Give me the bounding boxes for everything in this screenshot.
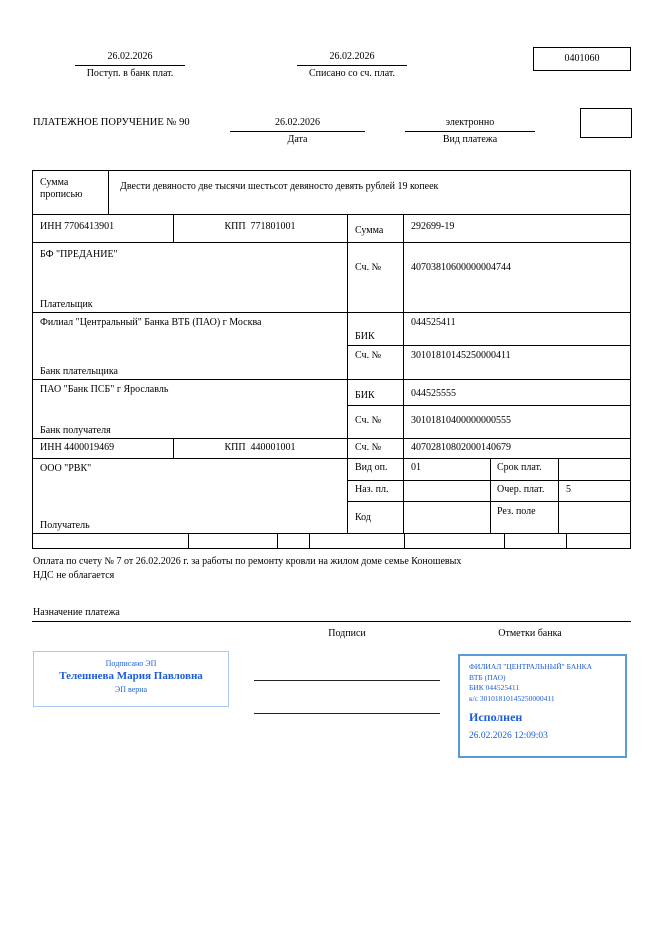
signature-stamp xyxy=(33,651,229,707)
table-border xyxy=(309,533,310,548)
table-border xyxy=(630,170,631,548)
bank-stamp-bank-line1: ФИЛИАЛ "ЦЕНТРАЛЬНЫЙ" БАНКА xyxy=(469,662,593,671)
sum-label: Сумма xyxy=(355,225,384,236)
signatures-header: Подписи xyxy=(328,628,366,639)
payee-bank-label: Банк получателя xyxy=(40,425,111,436)
payer-inn: ИНН 7706413901 xyxy=(40,221,115,232)
table-border xyxy=(108,170,109,214)
payee-bank-name: ПАО "Банк ПСБ" г Ярославль xyxy=(40,384,169,395)
payee-account: 40702810802000140679 xyxy=(411,442,511,453)
payment-kind-label: Вид платежа xyxy=(442,134,498,145)
bank-stamp-status: Исполнен xyxy=(469,710,523,724)
doc-date-underline xyxy=(230,131,365,132)
table-border xyxy=(347,405,631,406)
purpose-line2: НДС не облагается xyxy=(33,570,115,581)
payer-name: БФ "ПРЕДАНИЕ" xyxy=(40,249,118,260)
signature-stamp-name: Телешнева Мария Павловна xyxy=(59,670,203,682)
purpose-underline xyxy=(32,621,631,622)
code-label: Код xyxy=(355,512,371,523)
payment-kind: электронно xyxy=(445,117,495,128)
debited-date: 26.02.2026 xyxy=(329,51,375,62)
payer-bank-bik-label: БИК xyxy=(355,331,375,342)
payee-inn: ИНН 4400019469 xyxy=(40,442,115,453)
table-border xyxy=(32,458,631,459)
doc-date: 26.02.2026 xyxy=(275,117,320,128)
form-code: 0401060 xyxy=(564,53,600,64)
bank-stamp xyxy=(458,654,627,758)
debited-date-label: Списано со сч. плат. xyxy=(308,68,396,79)
payer-bank-account: 30101810145250000411 xyxy=(411,350,511,361)
payer-bank-bik: 044525411 xyxy=(411,317,456,328)
table-border xyxy=(32,242,631,243)
payment-kind-underline xyxy=(405,131,535,132)
table-border xyxy=(32,312,631,313)
table-border xyxy=(32,548,631,549)
form-code-box xyxy=(533,47,631,71)
table-border xyxy=(558,458,559,533)
signature-stamp-line3: ЭП верна xyxy=(114,685,148,694)
table-border xyxy=(347,480,631,481)
payer-kpp: КПП 771801001 xyxy=(224,221,296,232)
payer-bank-name: Филиал "Центральный" Банка ВТБ (ПАО) г Москва xyxy=(40,317,262,328)
bank-stamp-corr-account: к/с 30101810145250000411 xyxy=(469,693,555,703)
bank-marks-header: Отметки банка xyxy=(498,628,562,639)
payer-account-label: Сч. № xyxy=(355,262,382,273)
reserve-field-label: Рез. поле xyxy=(497,506,536,517)
table-border xyxy=(32,533,631,534)
received-date-underline xyxy=(75,65,185,66)
amount-words-label: Сумма прописью xyxy=(40,177,83,200)
op-kind-value: 01 xyxy=(411,462,421,473)
payee-bank-bik: 044525555 xyxy=(411,388,456,399)
pay-term-label: Срок плат. xyxy=(497,462,542,473)
table-border xyxy=(32,379,631,380)
doc-title: ПЛАТЕЖНОЕ ПОРУЧЕНИЕ № 90 xyxy=(33,117,190,128)
table-border xyxy=(188,533,189,548)
payee-account-label: Сч. № xyxy=(355,442,382,453)
purpose-code-label: Наз. пл. xyxy=(355,484,389,495)
table-border xyxy=(277,533,278,548)
sum-value: 292699-19 xyxy=(411,221,455,232)
table-border xyxy=(32,438,631,439)
table-border xyxy=(504,533,505,548)
signature-line-2 xyxy=(254,713,440,714)
payee-bank-account-label: Сч. № xyxy=(355,415,382,426)
table-border xyxy=(403,214,404,533)
amount-words: Двести девяносто две тысячи шестьсот девяносто девять рублей 19 копеек xyxy=(120,181,439,192)
signature-line-1 xyxy=(254,680,440,681)
payer-bank-label: Банк плательщика xyxy=(40,366,118,377)
table-border xyxy=(347,501,631,502)
debited-date-underline xyxy=(297,65,407,66)
table-border xyxy=(490,458,491,533)
table-border xyxy=(32,214,631,215)
payee-kpp: КПП 440001001 xyxy=(224,442,296,453)
table-border xyxy=(347,214,348,533)
signature-stamp-line1: Подписано ЭП xyxy=(105,659,157,668)
doc-date-label: Дата xyxy=(287,134,308,145)
table-border xyxy=(404,533,405,548)
received-date-label: Поступ. в банк плат. xyxy=(86,68,174,79)
payee-bank-account: 30101810400000000555 xyxy=(411,415,511,426)
payer-account: 40703810600000004744 xyxy=(411,262,511,273)
payee-bank-bik-label: БИК xyxy=(355,390,375,401)
table-border xyxy=(32,170,33,548)
purpose-line1: Оплата по счету № 7 от 26.02.2026 г. за работы по ремонту кровли на жилом доме семье Коношевых xyxy=(33,556,462,567)
status-box xyxy=(580,108,632,138)
op-kind-label: Вид оп. xyxy=(355,462,388,473)
bank-stamp-datetime: 26.02.2026 12:09:03 xyxy=(469,731,548,741)
payee-name: ООО "РВК" xyxy=(40,463,92,474)
received-date: 26.02.2026 xyxy=(107,51,153,62)
payer-label: Плательщик xyxy=(40,299,93,310)
bank-stamp-bik: БИК 044525411 xyxy=(469,683,520,692)
table-border xyxy=(566,533,567,548)
table-border xyxy=(347,345,631,346)
priority-label: Очер. плат. xyxy=(497,484,545,495)
purpose-label: Назначение платежа xyxy=(33,607,120,618)
payer-bank-account-label: Сч. № xyxy=(355,350,382,361)
table-border xyxy=(32,170,631,171)
bank-stamp-bank-line2: ВТБ (ПАО) xyxy=(469,672,506,682)
payee-label: Получатель xyxy=(40,520,90,531)
priority-value: 5 xyxy=(566,484,571,495)
